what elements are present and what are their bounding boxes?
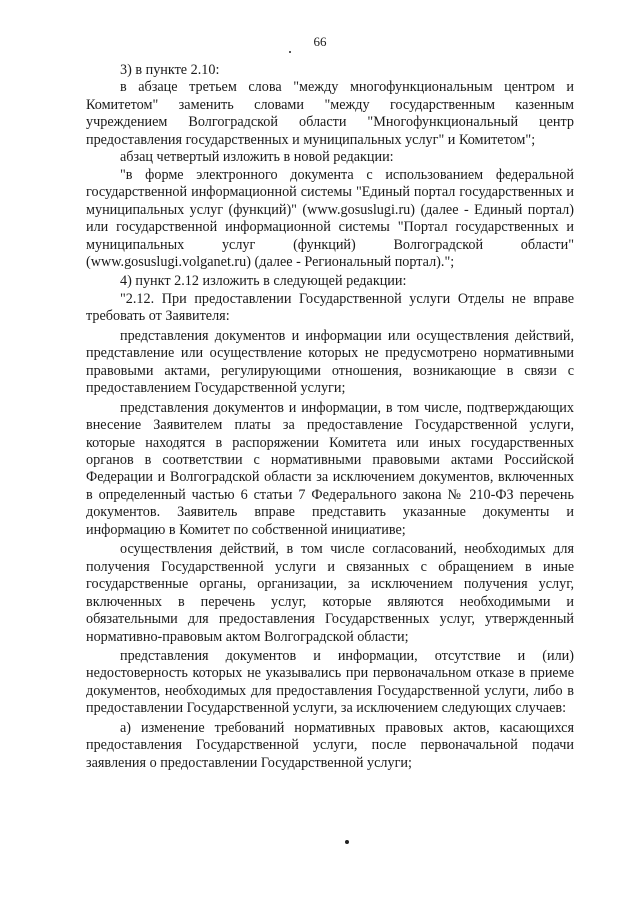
paragraph-approvals: осуществления действий, в том числе согласований, необходимых для получения Государственной услуги и связанных с обращением в иные государственные органы, организации, за исключением получения услуг, включенных в перечень услуг, которые являются необходимыми и обязательными для предоставления Государственных услуг, утвержденный нормативно-правовым актом Волгоградской области;: [86, 541, 574, 645]
scan-speck: [345, 840, 349, 844]
document-body: [86, 62, 574, 772]
paragraph-documents-actions: представления документов и информации или осуществления действий, представление или осуществление которых не предусмотрено нормативными правовыми актами, регулирующими отношения, возникающие в связи с предоставлением Государственной услуги;: [86, 327, 574, 397]
scan-speck: [289, 51, 291, 53]
page-number: 66: [313, 34, 327, 49]
paragraph-item-4: 4) пункт 2.12 изложить в следующей редакции:: [120, 273, 407, 290]
paragraph-electronic-form: "в форме электронного документа с использованием федеральной государственной информационной системы "Единый портал государственных и муниципальных услуг (функций)" (www.gosuslugi.ru) (далее - Единый портал) или государственной информационной системы "Портал государственных и муниципальных услуг (функций) Волгоградской области" (www.gosuslugi.volganet.ru) (далее - Региональный портал).";: [86, 166, 574, 270]
paragraph-replace-words: в абзаце третьем слова "между многофункциональным центром и Комитетом" заменить словами "между государственным казенным учреждением Волгоградской области "Многофункциональный центр предоставления государственных и муниципальных услуг" и Комитетом";: [86, 79, 574, 148]
paragraph-item-3: 3) в пункте 2.10:: [120, 62, 220, 78]
paragraph-fourth-paragraph: абзац четвертый изложить в новой редакции:: [120, 149, 394, 166]
paragraph-documents-payment: представления документов и информации, в том числе, подтверждающих внесение Заявителем платы за предоставление Государственной услуги, которые находятся в распоряжении Комитета или иных государственных органов в соответствии с нормативными правовыми актами Российской Федерации и Волгоградской области за исключением документов, включенных в определенный частью 6 статьи 7 Федерального закона № 210-ФЗ перечень документов. Заявитель вправе представить указанные документы и информацию в Комитет по собственной инициативе;: [86, 399, 574, 538]
paragraph-absent-documents: представления документов и информации, отсутствие и (или) недостоверность которых не указывались при первоначальном отказе в приеме документов, необходимых для предоставления Государственной услуги, либо в предоставлении Государственной услуги, за исключением следующих случаев:: [86, 647, 574, 717]
paragraph-case-a: а) изменение требований нормативных правовых актов, касающихся предоставления Государственной услуги, после первоначальной подачи заявления о предоставлении Государственной услуги;: [86, 719, 574, 771]
paragraph-clause-2-12: "2.12. При предоставлении Государственной услуги Отделы не вправе требовать от Заявителя:: [86, 290, 574, 325]
